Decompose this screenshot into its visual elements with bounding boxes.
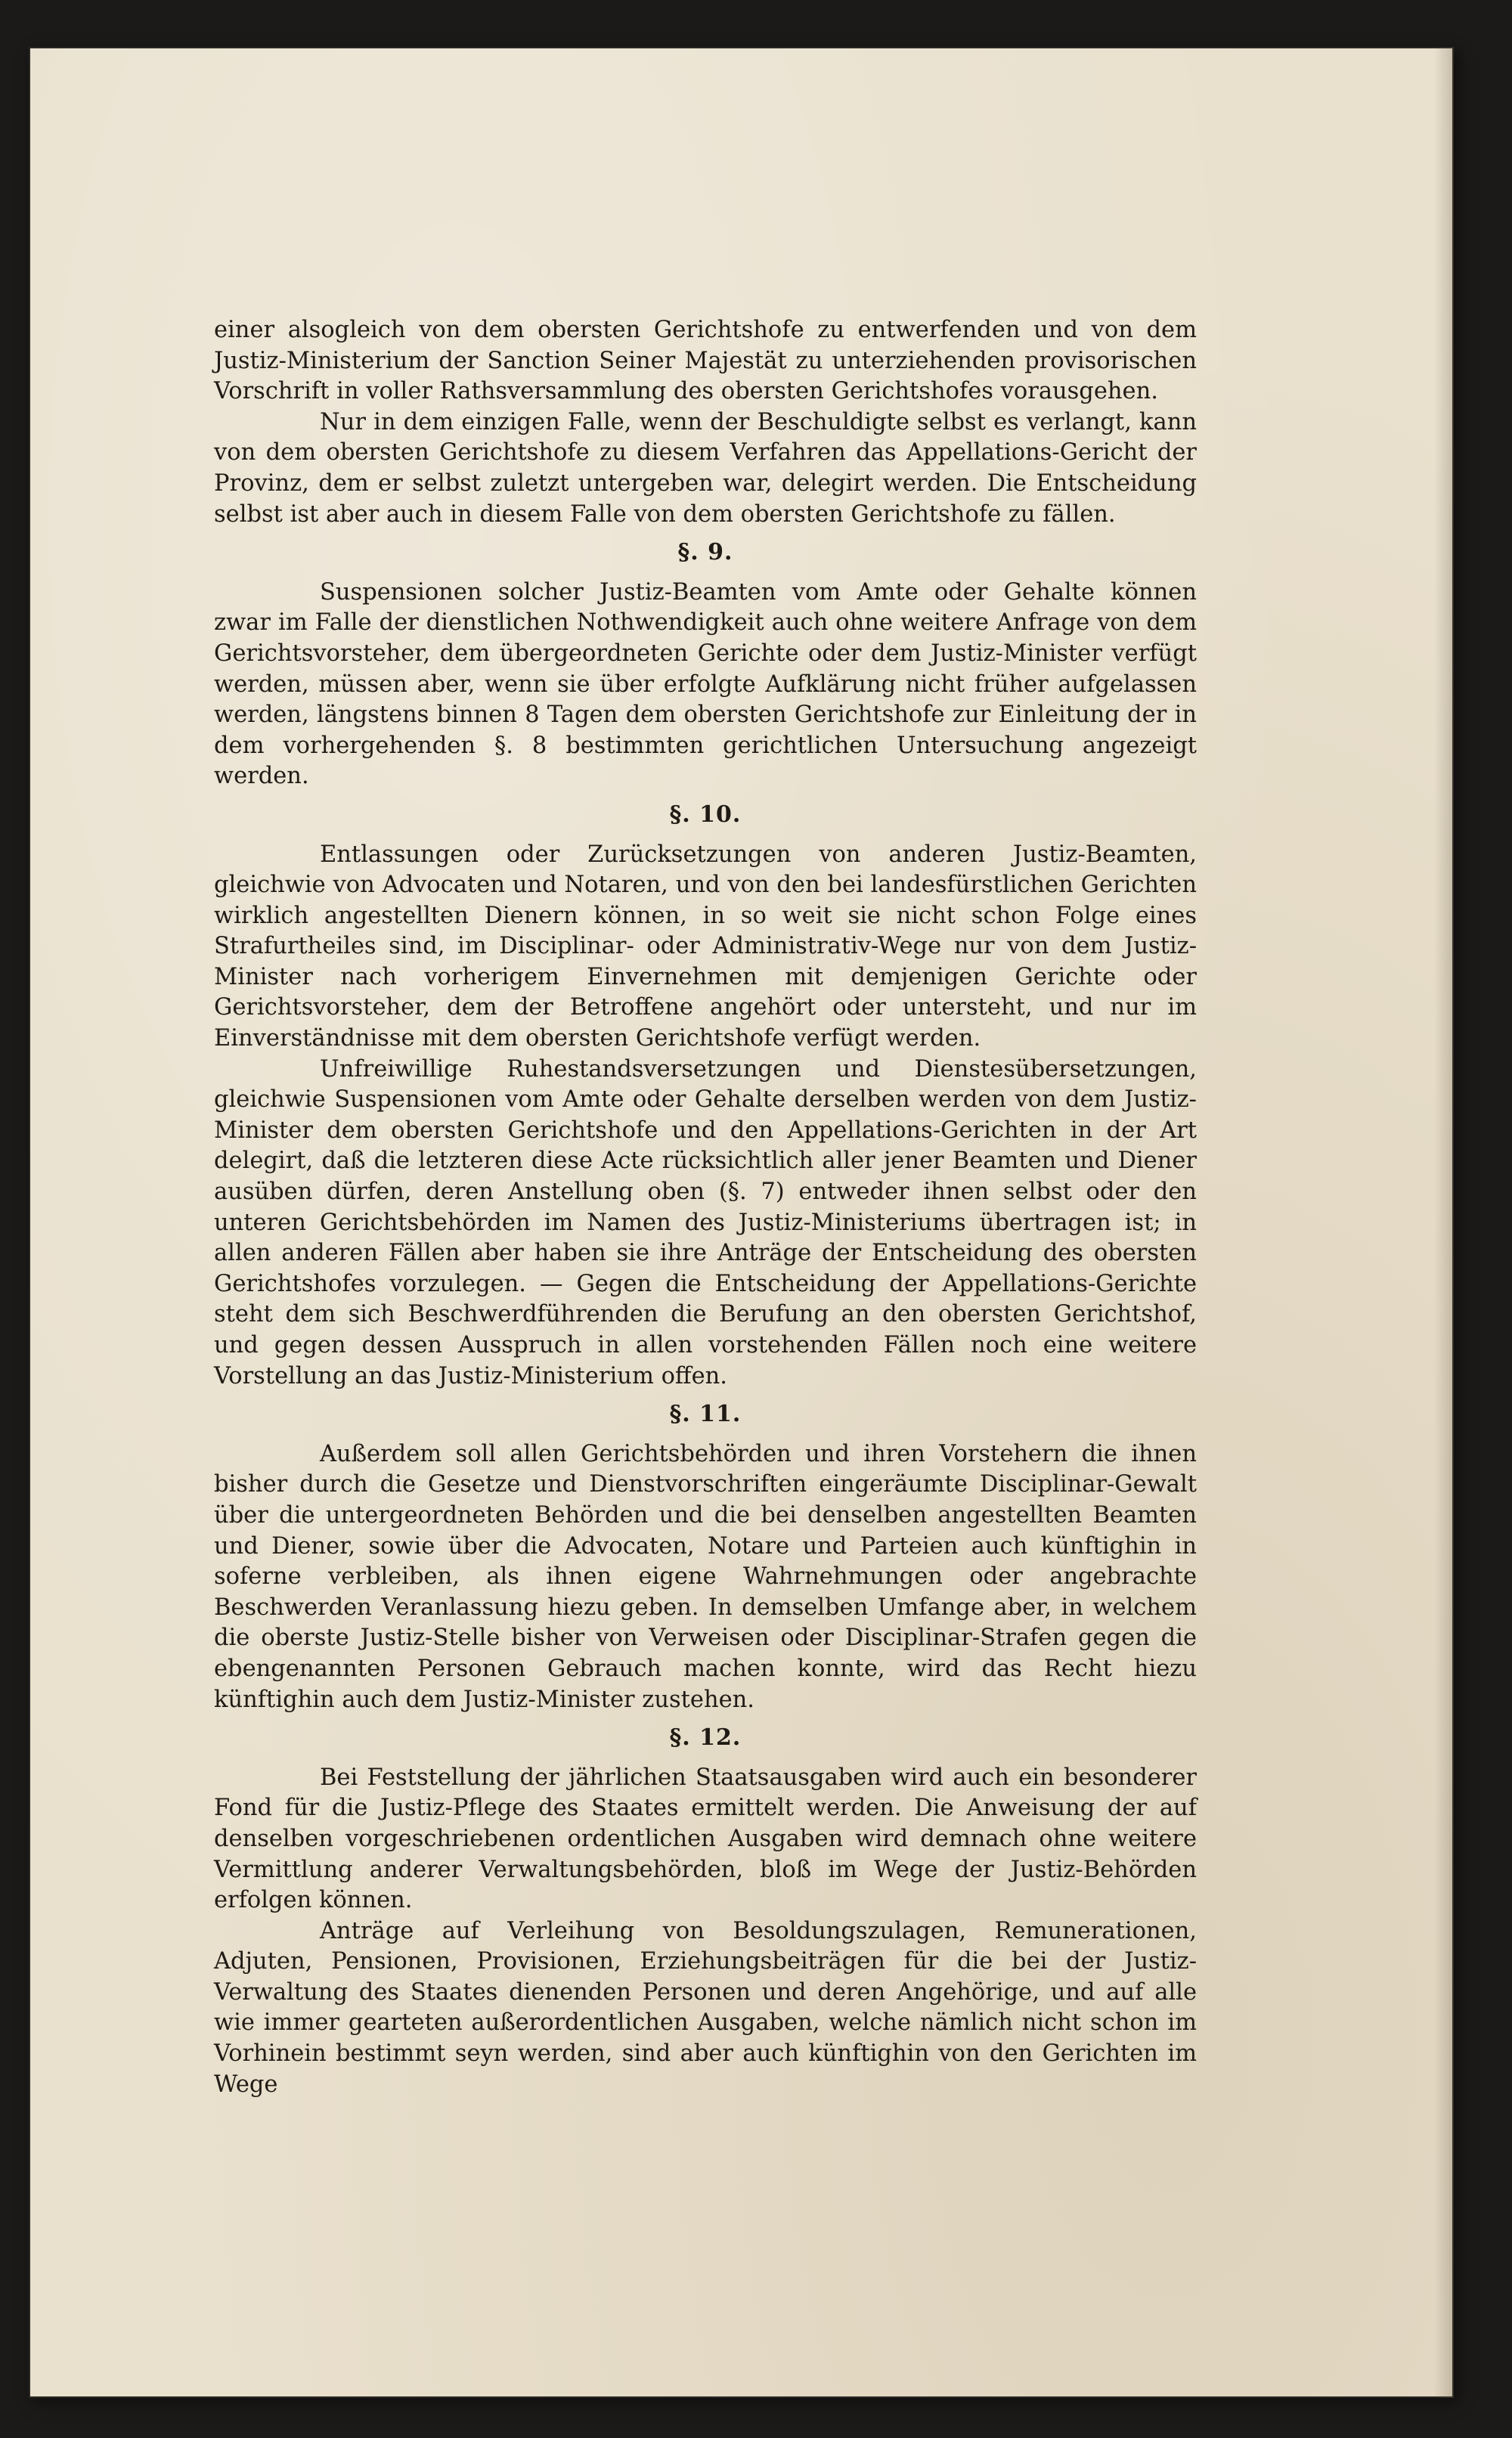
paragraph-delegation: Nur in dem einzigen Falle, wenn der Beschuldigte selbst es verlangt, kann von dem obersten Gerichtshofe zu diesem Verfahren das Appellations-Gericht der Provinz, dem er selbst zuletzt untergeben war, delegirt werden. Die Entscheidung selbst ist aber auch in diesem Falle von dem obersten Gerichtshofe zu fällen. bbox=[214, 408, 1197, 528]
paragraph-section-9: Suspensionen solcher Justiz-Beamten vom Amte oder Gehalte können zwar im Falle der dienstlichen Nothwendigkeit auch ohne weitere Anfrage von dem Gerichtsvorsteher, dem übergeordneten Gerichte oder dem Justiz-Minister verfügt werden, müssen aber, wenn sie über erfolgte Aufklärung nicht früher aufgelassen werden, längstens binnen 8 Tagen dem obersten Gerichtshofe zur Einleitung der in dem vorhergehenden §. 8 bestimmten gerichtlichen Untersuchung angezeigt werden. bbox=[214, 578, 1197, 790]
section-heading-12: §. 12. bbox=[669, 1724, 742, 1752]
paragraph-section-11: Außerdem soll allen Gerichtsbehörden und ihren Vorstehern die ihnen bisher durch die Gesetze und Dienstvorschriften eingeräumte Disciplinar-Gewalt über die untergeordneten Behörden und die bei denselben angestellten Beamten und Diener, sowie über die Advocaten, Notare und Parteien auch künftighin in soferne verbleiben, als ihnen eigene Wahrnehmungen oder angebrachte Beschwerden Veranlassung hiezu geben. In demselben Umfange aber, in welchem die oberste Justiz-Stelle bisher von Verweisen oder Disciplinar-Strafen gegen die ebengenannten Personen Gebrauch machen konnte, wird das Recht hiezu künftighin auch dem Justiz-Minister zustehen. bbox=[214, 1440, 1197, 1713]
page-edge-shadow bbox=[1434, 47, 1454, 2398]
paragraph-section-10b: Unfreiwillige Ruhestandsversetzungen und Dienstesübersetzungen, gleichwie Suspensionen vom Amte oder Gehalte derselben werden von dem Justiz-Minister dem obersten Gerichtshofe und den Appellations-Gerichten in der Art delegirt, daß die letzteren diese Acte rücksichtlich aller jener Beamten und Diener ausüben dürfen, deren Anstellung oben (§. 7) entweder ihnen selbst oder den unteren Gerichtsbehörden im Namen des Justiz-Ministeriums übertragen ist; in allen anderen Fällen aber haben sie ihre Anträge der Entscheidung des obersten Gerichtshofes vorzulegen. — Gegen die Entscheidung der Appellations-Gerichte steht dem sich Beschwerdführenden die Berufung an den obersten Gerichtshof, und gegen dessen Ausspruch in allen vorstehenden Fällen noch eine weitere Vorstellung an das Justiz-Ministerium offen. bbox=[214, 1055, 1197, 1389]
paragraph-intro: einer alsogleich von dem obersten Gerichtshofe zu entwerfenden und von dem Justiz-Ministerium der Sanction Seiner Majestät zu unterziehenden provisorischen Vorschrift in voller Rathsversammlung des obersten Gerichtshofes vorausgehen. bbox=[214, 317, 1197, 405]
section-heading-9: §. 9. bbox=[677, 539, 733, 566]
paragraph-section-12a: Bei Feststellung der jährlichen Staatsausgaben wird auch ein besonderer Fond für die Justiz-Pflege des Staates ermittelt werden. Die Anweisung der auf denselben vorgeschriebenen ordentlichen Ausgaben wird demnach ohne weitere Vermittlung anderer Verwaltungsbehörden, bloß im Wege der Justiz-Behörden erfolgen können. bbox=[214, 1764, 1197, 1914]
paragraph-section-10a: Entlassungen oder Zurücksetzungen von anderen Justiz-Beamten, gleichwie von Advocaten und Notaren, und von den bei landesfürstlichen Gerichten wirklich angestellten Dienern können, in so weit sie nicht schon Folge eines Strafurtheiles sind, im Disciplinar- oder Administrativ-Wege nur von dem Justiz-Minister nach vorherigem Einvernehmen mit demjenigen Gerichte oder Gerichtsvorsteher, dem der Betroffene angehört oder untersteht, und nur im Einverständnisse mit dem obersten Gerichtshofe verfügt werden. bbox=[214, 841, 1197, 1052]
section-heading-11: §. 11. bbox=[669, 1401, 742, 1428]
document-body bbox=[214, 315, 1197, 2100]
paragraph-section-12b: Anträge auf Verleihung von Besoldungszulagen, Remunerationen, Adjuten, Pensionen, Provisionen, Erziehungsbeiträgen für die bei der Justiz-Verwaltung des Staates dienenden Personen und deren Angehörige, und auf alle wie immer gearteten außerordentlichen Ausgaben, welche nämlich nicht schon im Vorhinein bestimmt seyn werden, sind aber auch künftighin von den Gerichten im Wege bbox=[214, 1917, 1197, 2098]
document-page bbox=[29, 47, 1454, 2398]
section-heading-10: §. 10. bbox=[669, 801, 742, 828]
